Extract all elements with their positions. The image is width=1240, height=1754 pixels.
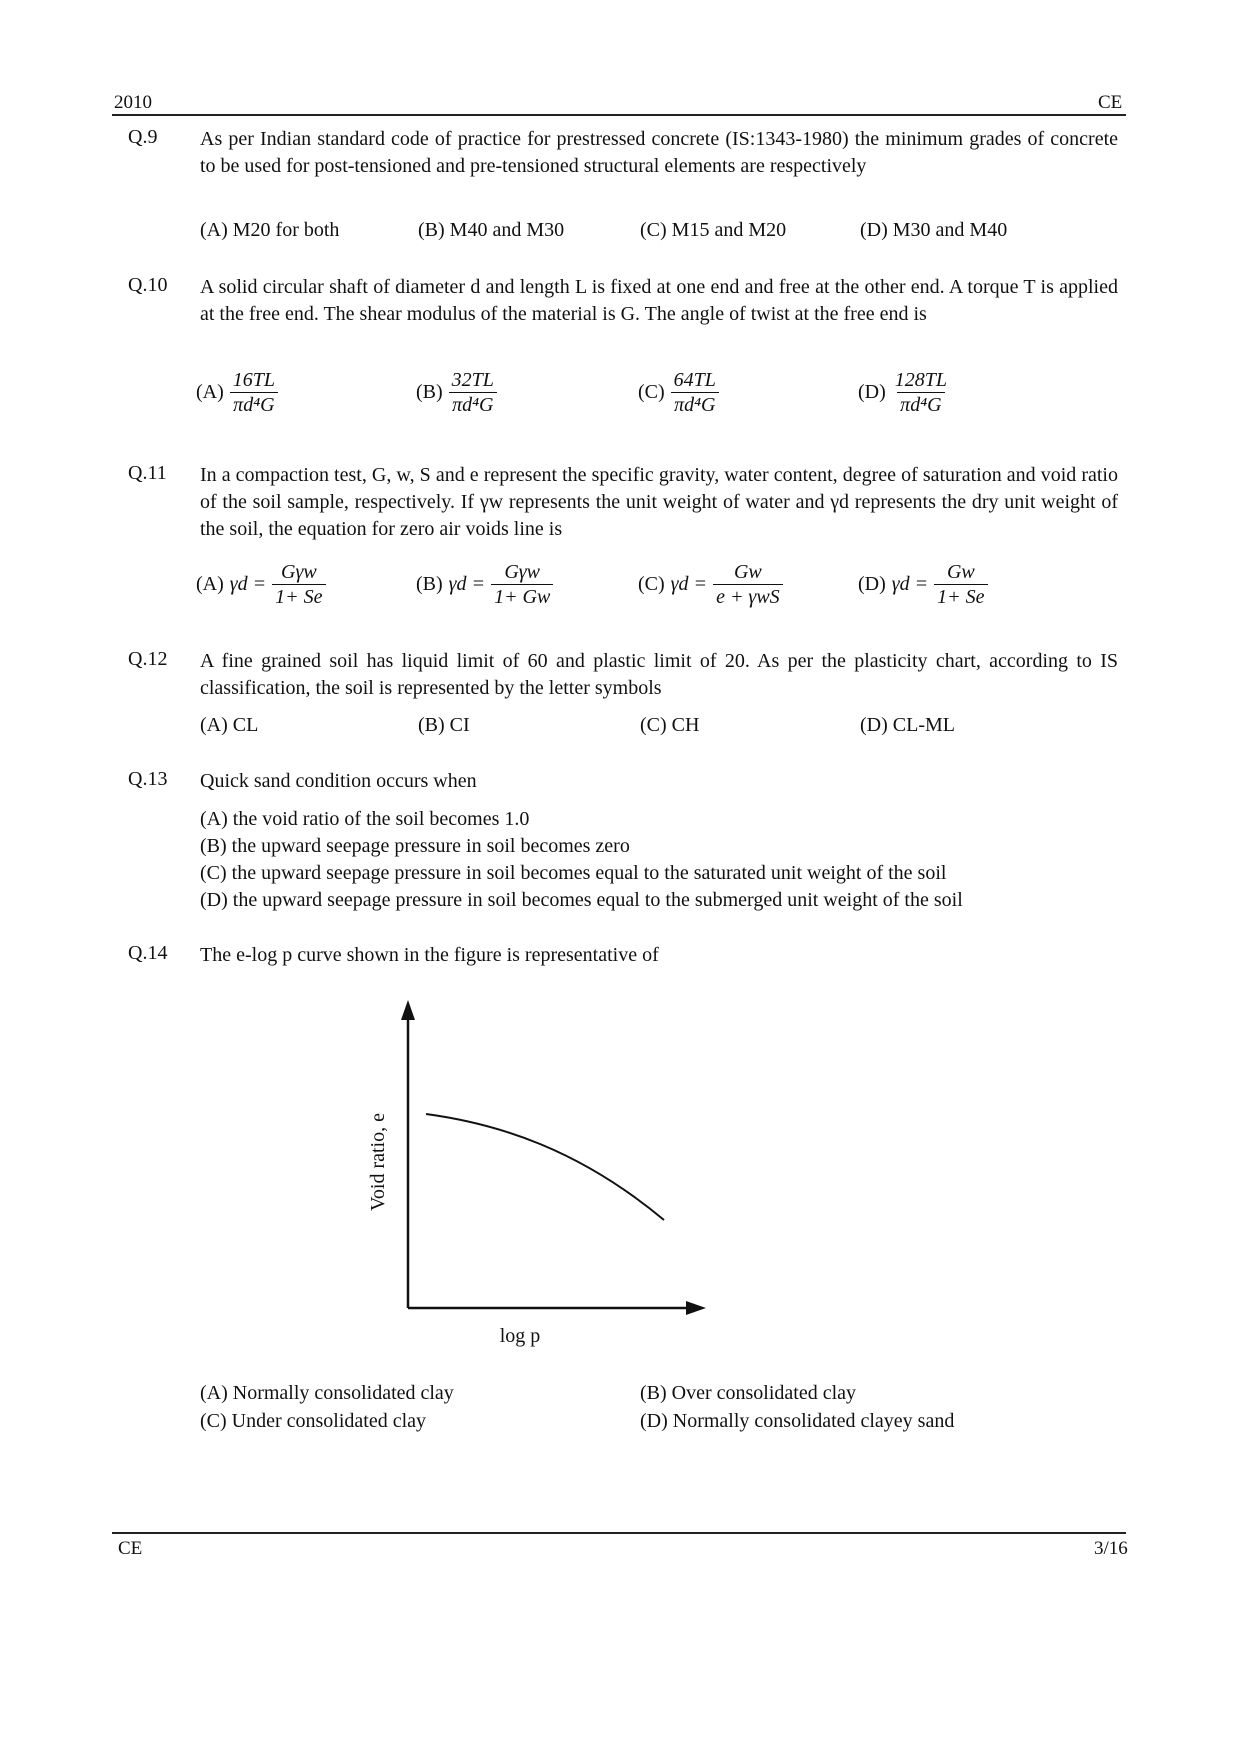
denominator: πd⁴G — [230, 392, 277, 417]
option-d: (D) CL-ML — [860, 714, 955, 736]
question-text: Quick sand condition occurs when — [200, 770, 477, 792]
option-d — [858, 368, 950, 417]
option-d: (D) M30 and M40 — [860, 219, 1008, 241]
x-axis-arrow — [686, 1301, 706, 1315]
option-a: (A) Normally consolidated clay — [200, 1382, 454, 1404]
option-a: (A) CL — [200, 714, 259, 736]
question-number: Q.13 — [128, 768, 168, 790]
fraction — [713, 560, 783, 609]
equation-lhs: γd = — [229, 573, 267, 595]
numerator: 32TL — [451, 369, 494, 391]
option-d — [858, 560, 988, 609]
header-rule — [112, 114, 1126, 116]
option-a: (A) M20 for both — [200, 219, 340, 241]
option-c: (C) the upward seepage pressure in soil becomes equal to the saturated unit weight of the soil — [200, 862, 947, 884]
fraction — [892, 368, 950, 417]
e-log-p-curve — [426, 1114, 664, 1220]
equation-lhs: γd = — [891, 573, 929, 595]
option-b — [416, 368, 497, 417]
footer-paper-code: CE — [118, 1538, 143, 1559]
fraction — [272, 560, 325, 609]
footer-rule — [112, 1532, 1126, 1534]
option-b: (B) the upward seepage pressure in soil becomes zero — [200, 835, 630, 857]
option-label: (A) — [196, 381, 224, 403]
numerator: 128TL — [894, 369, 948, 391]
y-axis-label: Void ratio, e — [367, 1113, 389, 1211]
x-axis-label: log p — [499, 1325, 541, 1347]
numerator: Gw — [733, 561, 762, 583]
option-b: (B) M40 and M30 — [418, 219, 565, 241]
header-year: 2010 — [114, 92, 152, 113]
fraction — [449, 368, 497, 417]
question-text: A solid circular shaft of diameter d and length L is fixed at one end and free at the other end. A torque T is applied at the free end. The shear modulus of the material is G. The angle of twist at the free end is — [200, 276, 1118, 325]
option-d: (D) Normally consolidated clayey sand — [640, 1410, 955, 1432]
denominator: πd⁴G — [671, 392, 718, 417]
numerator: Gγw — [504, 561, 541, 583]
footer-page-number: 3/16 — [1094, 1538, 1128, 1559]
e-log-p-figure — [340, 990, 720, 1360]
option-a — [196, 560, 326, 609]
equation-lhs: γd = — [448, 573, 486, 595]
question-text: A fine grained soil has liquid limit of 60 and plastic limit of 20. As per the plasticity chart, according to IS classification, the soil is represented by the letter symbols — [200, 650, 1118, 699]
option-b — [416, 560, 553, 609]
header-paper-code: CE — [1098, 92, 1123, 113]
question-number: Q.9 — [128, 126, 158, 148]
fraction — [934, 560, 987, 609]
numerator: Gγw — [281, 561, 317, 583]
numerator: 64TL — [673, 369, 716, 391]
question-number: Q.10 — [128, 274, 168, 296]
denominator: πd⁴G — [449, 392, 496, 417]
option-b: (B) CI — [418, 714, 470, 736]
numerator: 16TL — [232, 369, 276, 391]
fraction — [230, 368, 278, 417]
option-label: (D) — [858, 381, 886, 403]
denominator: πd⁴G — [897, 392, 944, 417]
option-label: (B) — [416, 573, 443, 595]
question-text: In a compaction test, G, w, S and e represent the specific gravity, water content, degree of saturation and void ratio of the soil sample, respectively. If γw represents the unit weight of water and γd represents the dry unit weight of the soil, the equation for zero air voids line is — [200, 464, 1118, 540]
option-c: (C) CH — [640, 714, 700, 736]
option-a — [196, 368, 278, 417]
fraction — [671, 368, 719, 417]
denominator: 1+ Se — [934, 584, 987, 609]
option-c — [638, 368, 719, 417]
option-label: (C) — [638, 573, 665, 595]
question-number: Q.12 — [128, 648, 168, 670]
option-label: (C) — [638, 381, 665, 403]
option-label: (B) — [416, 381, 443, 403]
fraction — [491, 560, 553, 609]
question-text: The e-log p curve shown in the figure is representative of — [200, 944, 659, 966]
denominator: 1+ Se — [272, 584, 325, 609]
denominator: e + γwS — [713, 584, 783, 609]
option-c: (C) M15 and M20 — [640, 219, 787, 241]
equation-lhs: γd = — [670, 573, 708, 595]
question-number: Q.11 — [128, 462, 167, 484]
numerator: Gw — [946, 561, 975, 583]
option-a: (A) the void ratio of the soil becomes 1.0 — [200, 808, 530, 830]
option-c — [638, 560, 783, 609]
option-d: (D) the upward seepage pressure in soil becomes equal to the submerged unit weight of the soil — [200, 889, 963, 911]
option-b: (B) Over consolidated clay — [640, 1382, 857, 1404]
option-c: (C) Under consolidated clay — [200, 1410, 427, 1432]
y-axis-arrow — [401, 1000, 415, 1020]
option-label: (D) — [858, 573, 886, 595]
denominator: 1+ Gw — [491, 584, 553, 609]
option-label: (A) — [196, 573, 224, 595]
question-text: As per Indian standard code of practice for prestressed concrete (IS:1343-1980) the minimum grades of concrete to be used for post-tensioned and pre-tensioned structural elements are respectively — [200, 128, 1118, 177]
question-number: Q.14 — [128, 942, 168, 964]
